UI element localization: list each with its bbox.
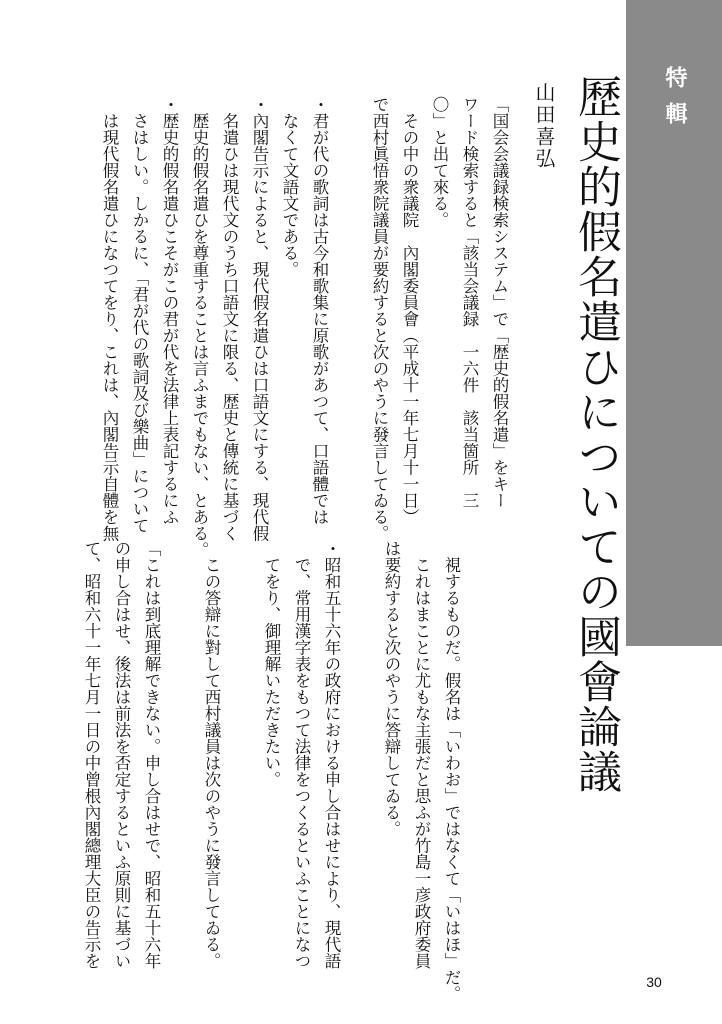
body-column: で、常用漢字表をもつて法律をつくるといふことになつ <box>292 540 311 969</box>
body-column: この答辯に對して西村議員は次のやうに發言してゐる。 <box>202 540 221 969</box>
body-column: ・昭和五十六年の政府における申し合はせにより、現代語 <box>322 540 341 969</box>
page-number: 30 <box>646 974 662 990</box>
body-column: ・君が代の歌詞は古今和歌集に原歌があつて、口語體では <box>310 96 329 525</box>
body-column: 〇」と出て來る。 <box>430 96 449 228</box>
section-label: 特輯 <box>662 66 687 138</box>
body-column: 歴史的假名遣ひを尊重することは言ふまでもない、とある。 <box>190 96 209 558</box>
section-tab <box>626 0 722 646</box>
body-column: で西村眞悟衆院議員が要約すると次のやうに發言してゐる。 <box>370 96 389 542</box>
body-column: なくて文語文である。 <box>280 96 299 278</box>
body-column: 視するものだ。假名は「いわお」ではなくて「いはほ」だ。 <box>442 540 461 1002</box>
body-column: て、昭和六十一年七月一日の中曾根內閣總理大臣の告示を <box>82 540 101 969</box>
body-column: 名遣ひは現代文のうち口語文に限る、歴史と傳統に基づく <box>220 96 239 542</box>
body-column: は要約すると次のやうに答辯してゐる。 <box>382 540 401 837</box>
body-column: ワード検索すると「該当会議録 一六件 該当箇所 三 <box>460 96 479 509</box>
body-column: てをり、御理解いただきたい。 <box>262 540 281 788</box>
body-column: さはしい。しかるに、「君が代の歌詞及び樂曲」について <box>130 96 149 534</box>
body-column: の申し合はせ、後法は前法を否定するといふ原則に基づい <box>112 540 131 969</box>
body-column: は現代假名遣ひになつてをり、これは、內閣告示自體を無 <box>100 96 119 542</box>
body-column: 「国会会議録検索システム」で「歴史的假名遣」をキー <box>490 96 509 509</box>
body-column: その中の衆議院 內閣委員會（平成十一年七月十一日） <box>400 96 419 525</box>
body-column: ・內閣告示によると、現代假名遣ひは口語文にする、現代假 <box>250 96 269 542</box>
article-title: 歷史的假名遣ひについての國會論議 <box>570 74 621 794</box>
body-column: これはまことに尤もな主張だと思ふが竹島一彦政府委員 <box>412 540 431 969</box>
author-name: 山田喜弘 <box>532 82 556 170</box>
body-column: ・歴史的假名遣ひこそがこの君が代を法律上表記するにふ <box>160 96 179 525</box>
body-column: 「これは到底理解できない。申し合はせで、昭和五十六年 <box>142 540 161 969</box>
